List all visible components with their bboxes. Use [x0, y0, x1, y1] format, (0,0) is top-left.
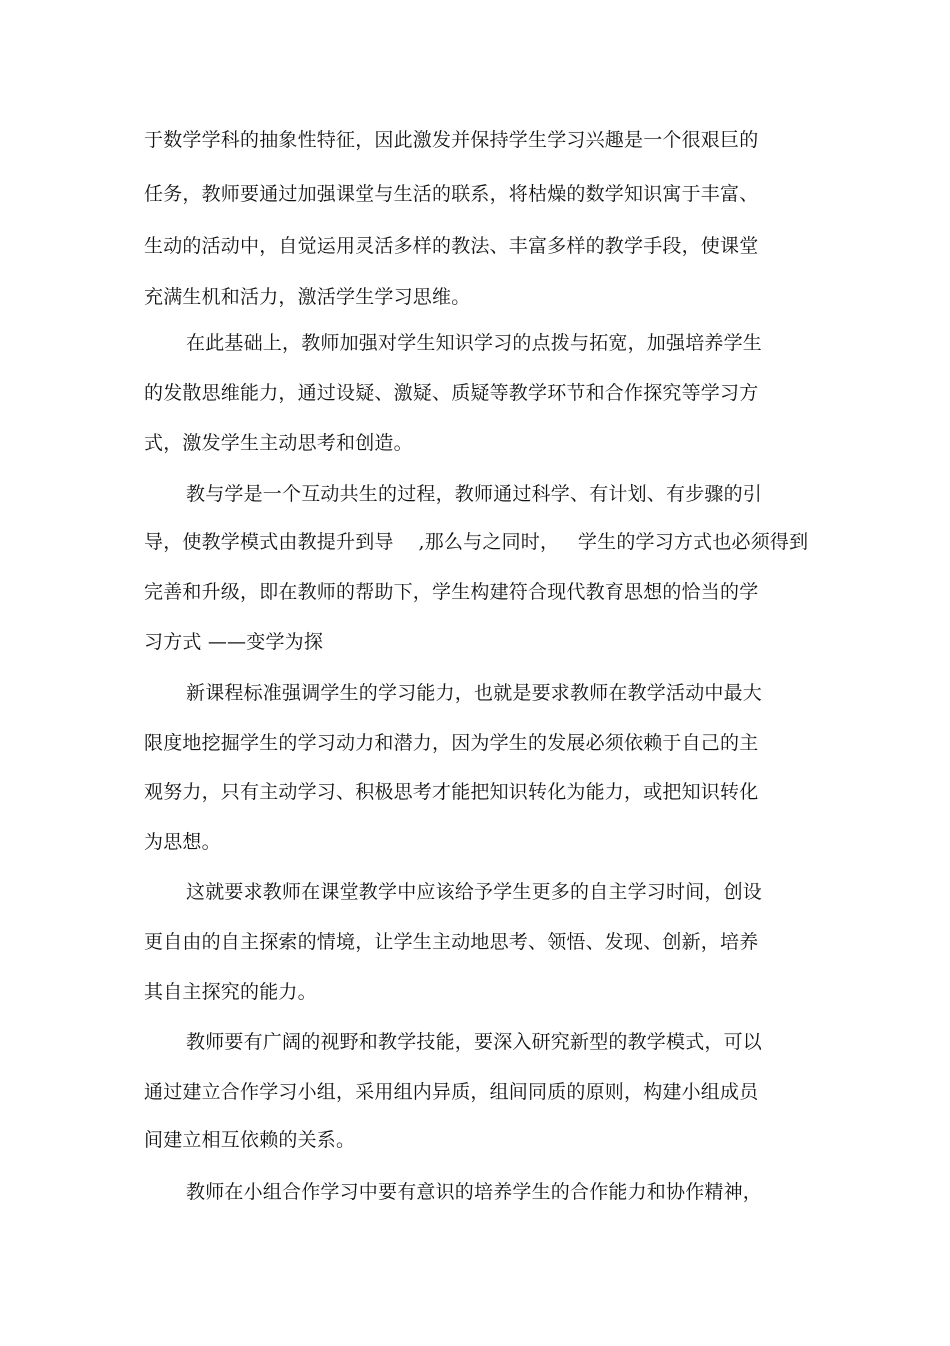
- text-line: 习方式 ——变学为探: [144, 631, 324, 653]
- text-line: 式，激发学生主动思考和创造。: [144, 432, 413, 454]
- text-line: 充满生机和活力，激活学生学习思维。: [144, 286, 471, 308]
- paragraph-first-line: 在此基础上，教师加强对学生知识学习的点拨与拓宽，加强培养学生: [186, 332, 763, 354]
- text-line: 于数学学科的抽象性特征，因此激发并保持学生学习兴趣是一个很艰巨的: [144, 129, 759, 151]
- paragraph-first-line: 教与学是一个互动共生的过程，教师通过科学、有计划、有步骤的引: [186, 483, 763, 505]
- text-line: 为思想。: [144, 831, 221, 853]
- text-line: 更自由的自主探索的情境，让学生主动地思考、领悟、发现、创新，培养: [144, 931, 759, 953]
- text-line: 完善和升级，即在教师的帮助下，学生构建符合现代教育思想的恰当的学: [144, 581, 759, 603]
- text-line: 通过建立合作学习小组，采用组内异质，组间同质的原则，构建小组成员: [144, 1081, 759, 1103]
- text-line: 任务，教师要通过加强课堂与生活的联系，将枯燥的数学知识寓于丰富、: [144, 183, 759, 205]
- text-line: 限度地挖掘学生的学习动力和潜力，因为学生的发展必须依赖于自己的主: [144, 732, 759, 754]
- text-line: 导，使教学模式由教提升到导 ,那么与之同时， 学生的学习方式也必须得到: [144, 531, 809, 553]
- text-line: 的发散思维能力，通过设疑、激疑、质疑等教学环节和合作探究等学习方: [144, 382, 759, 404]
- text-line: 生动的活动中，自觉运用灵活多样的教法、丰富多样的教学手段，使课堂: [144, 235, 759, 257]
- paragraph-first-line: 这就要求教师在课堂教学中应该给予学生更多的自主学习时间，创设: [186, 881, 763, 903]
- paragraph-first-line: 教师在小组合作学习中要有意识的培养学生的合作能力和协作精神，: [186, 1181, 763, 1203]
- text-line: 间建立相互依赖的关系。: [144, 1129, 356, 1151]
- text-line: 观努力，只有主动学习、积极思考才能把知识转化为能力，或把知识转化: [144, 781, 759, 803]
- text-line: 其自主探究的能力。: [144, 981, 317, 1003]
- paragraph-first-line: 教师要有广阔的视野和教学技能，要深入研究新型的教学模式，可以: [186, 1031, 763, 1053]
- paragraph-first-line: 新课程标准强调学生的学习能力，也就是要求教师在教学活动中最大: [186, 682, 763, 704]
